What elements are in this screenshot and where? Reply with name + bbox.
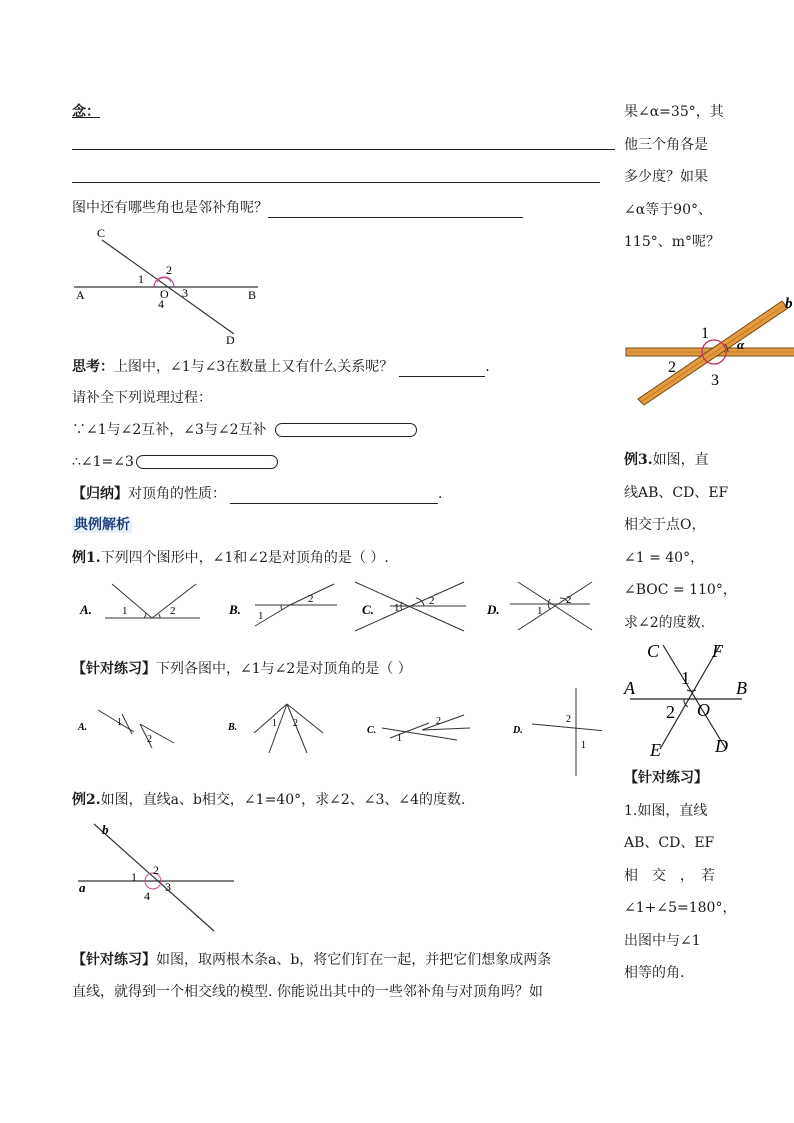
concept-label: 念：	[72, 104, 100, 120]
wood-angle-1: 1	[701, 325, 709, 342]
fig1-angle-1: 1	[138, 272, 144, 286]
p1-d-angle-1: 1	[581, 740, 586, 751]
figure-intersecting-lines-ab-cd	[72, 224, 272, 346]
think-text: 上图中，∠1与∠3在数量上又有什么关系呢？	[114, 359, 394, 375]
question-text: 图中还有哪些角也是邻补角呢？	[72, 200, 268, 216]
summary-answer-blank[interactable]	[230, 489, 438, 504]
practice1-options-figure	[72, 688, 602, 778]
fig3-label-f: F	[712, 641, 723, 661]
summary-text: 对顶角的性质：	[128, 486, 226, 502]
ex1-d-angle-2: 2	[566, 594, 572, 606]
ex3-line-1: 例3.如图，直	[624, 452, 709, 468]
fig2-angle-3: 3	[165, 880, 171, 894]
right-practice-block	[624, 762, 792, 990]
p1-a-angle-2: 2	[147, 734, 152, 745]
fig2-label-a: a	[79, 880, 86, 895]
ex1-a-angle-1: 1	[122, 605, 128, 617]
think-period: .	[485, 359, 490, 375]
answer-line-2[interactable]	[72, 182, 600, 183]
right-line-5: 115°、m°呢？	[624, 234, 720, 250]
ex1-text: 下列四个图形中，∠1和∠2是对顶角的是（ ）.	[100, 550, 389, 566]
right-question-block	[624, 96, 792, 259]
section-title: 典例解析	[74, 517, 130, 533]
wood-label-b: b	[785, 296, 793, 312]
practice1-label: 【针对练习】	[72, 661, 156, 677]
ex3-line-5: ∠BOC = 110°，	[624, 582, 737, 598]
fig2-angle-4: 4	[144, 889, 150, 903]
practice1-option-a	[77, 710, 174, 748]
p1-option-d-label: D.	[513, 725, 523, 736]
ex1-c-angle-1: 1	[394, 602, 400, 614]
figure-wooden-sticks	[624, 288, 794, 410]
right-practice-line-4: ∠1+∠5=180°，	[624, 900, 737, 916]
ex1-option-d	[486, 582, 592, 630]
ex1-option-b-label: B.	[229, 602, 241, 617]
think-question	[72, 357, 490, 377]
p1-d-angle-2: 2	[566, 714, 571, 725]
fig1-angle-4: 4	[158, 297, 164, 311]
right-line-2: 他三个角各是	[624, 136, 708, 153]
reason-blank-2[interactable]	[136, 455, 278, 469]
ex3-line-6: 求∠2的度数.	[624, 614, 706, 631]
fig1-angle-2: 2	[166, 263, 172, 277]
fig3-angle-2: 2	[666, 702, 675, 722]
practice1-option-c	[367, 715, 470, 744]
right-practice-label: 【针对练习】	[624, 770, 708, 786]
practice1-text: 下列各图中，∠1与∠2是对顶角的是（ ）	[156, 661, 412, 677]
summary-period: .	[438, 486, 443, 502]
answer-blank[interactable]	[268, 203, 523, 218]
fig1-angle-3: 3	[182, 286, 188, 300]
ex3-line-4: ∠1 = 40°，	[624, 549, 705, 566]
fig1-label-d: D	[226, 333, 235, 346]
right-practice-line-6: 相等的角.	[624, 965, 685, 981]
fig2-label-b: b	[102, 822, 109, 837]
ex1-option-c-label: C.	[362, 602, 374, 617]
figure-three-lines	[622, 637, 782, 762]
example-1	[72, 548, 389, 568]
fig3-label-d: D	[715, 736, 728, 756]
wood-angle-3: 3	[711, 372, 719, 389]
think-answer-blank[interactable]	[399, 362, 485, 377]
figure-lines-a-b	[72, 818, 242, 936]
fig1-label-o: O	[160, 287, 169, 301]
question-other-adjacent	[72, 198, 523, 218]
right-practice-line-2: AB、CD、EF	[624, 835, 715, 851]
ex1-option-b	[228, 584, 337, 626]
fig3-label-o: O	[697, 700, 710, 720]
practice-2-line1	[72, 950, 551, 970]
wood-angle-alpha: α	[737, 337, 745, 352]
summary-line	[72, 484, 442, 504]
reason-blank-1[interactable]	[275, 423, 417, 437]
fig1-label-b: B	[248, 288, 257, 302]
wood-angle-2: 2	[668, 359, 676, 376]
ex1-b-angle-2: 2	[308, 593, 314, 605]
think-label: 思考：	[72, 359, 114, 375]
because-text: ∵∠1与∠2互补，∠3与∠2互补	[72, 422, 267, 438]
p1-c-angle-1: 1	[397, 733, 402, 744]
ex1-option-c	[355, 582, 466, 631]
fig1-label-a: A	[76, 288, 85, 302]
p1-option-a-label: A.	[78, 722, 88, 733]
p1-b-angle-1: 1	[272, 718, 277, 729]
ex3-label: 例3.	[624, 452, 653, 468]
answer-line-1[interactable]	[72, 149, 615, 150]
fig3-label-c: C	[647, 641, 660, 661]
practice2-label: 【针对练习】	[72, 952, 156, 968]
practice1-option-b	[227, 704, 323, 753]
p1-a-angle-1: 1	[117, 717, 122, 728]
right-line-3: 多少度？如果	[624, 169, 708, 185]
practice-1	[72, 659, 412, 679]
right-practice-line-5: 出图中与∠1	[624, 932, 701, 949]
ex1-label: 例1.	[72, 550, 101, 566]
practice2-text-1: 如图，取两根木条a、b，将它们钉在一起，并把它们想象成两条	[156, 952, 552, 968]
ex3-line-2: 线AB、CD、EF	[624, 484, 729, 501]
ex1-c-angle-2: 2	[429, 595, 435, 607]
ex1-option-a-label: A.	[80, 602, 92, 617]
because-line	[72, 420, 417, 440]
ex1-options-figure	[72, 574, 602, 636]
fig3-label-e: E	[650, 740, 661, 760]
fig3-angle-1: 1	[681, 668, 690, 688]
ex1-option-a	[79, 584, 200, 618]
therefore-text: ∴∠1=∠3	[72, 454, 134, 470]
therefore-line	[72, 452, 278, 472]
ex2-text: 如图，直线a、b相交，∠1=40°，求∠2、∠3、∠4的度数.	[100, 792, 466, 808]
right-line-4: ∠α等于90°、	[624, 201, 712, 218]
ex1-a-angle-2: 2	[170, 605, 176, 617]
example-2	[72, 790, 465, 810]
practice1-option-d	[512, 688, 602, 776]
ex3-line-3: 相交于点O，	[624, 517, 706, 533]
right-line-1: 果∠α=35°，其	[624, 104, 724, 120]
right-practice-line-3: 相 交 ， 若	[624, 867, 715, 884]
ex1-b-angle-1: 1	[258, 610, 264, 622]
fig3-label-b: B	[736, 678, 747, 698]
p1-b-angle-2: 2	[293, 718, 298, 729]
complete-proof-instruction: 请补全下列说理过程：	[72, 390, 212, 406]
fig2-angle-2: 2	[153, 863, 159, 877]
p1-option-c-label: C.	[367, 725, 377, 736]
right-practice-line-1: 1.如图，直线	[624, 802, 708, 819]
ex2-label: 例2.	[72, 792, 101, 808]
fig3-label-a: A	[624, 678, 635, 698]
p1-c-angle-2: 2	[436, 716, 441, 727]
fig2-angle-1: 1	[131, 870, 137, 884]
ex1-option-d-label: D.	[487, 602, 500, 617]
example-3-block	[624, 444, 792, 639]
p1-option-b-label: B.	[228, 722, 238, 733]
ex1-d-angle-1: 1	[537, 605, 543, 617]
practice-2-line2: 直线，就得到一个相交线的模型. 你能说出其中的一些邻补角与对顶角吗？如	[72, 984, 543, 1000]
fig1-label-c: C	[97, 226, 106, 240]
summary-label: 【归纳】	[72, 486, 128, 502]
